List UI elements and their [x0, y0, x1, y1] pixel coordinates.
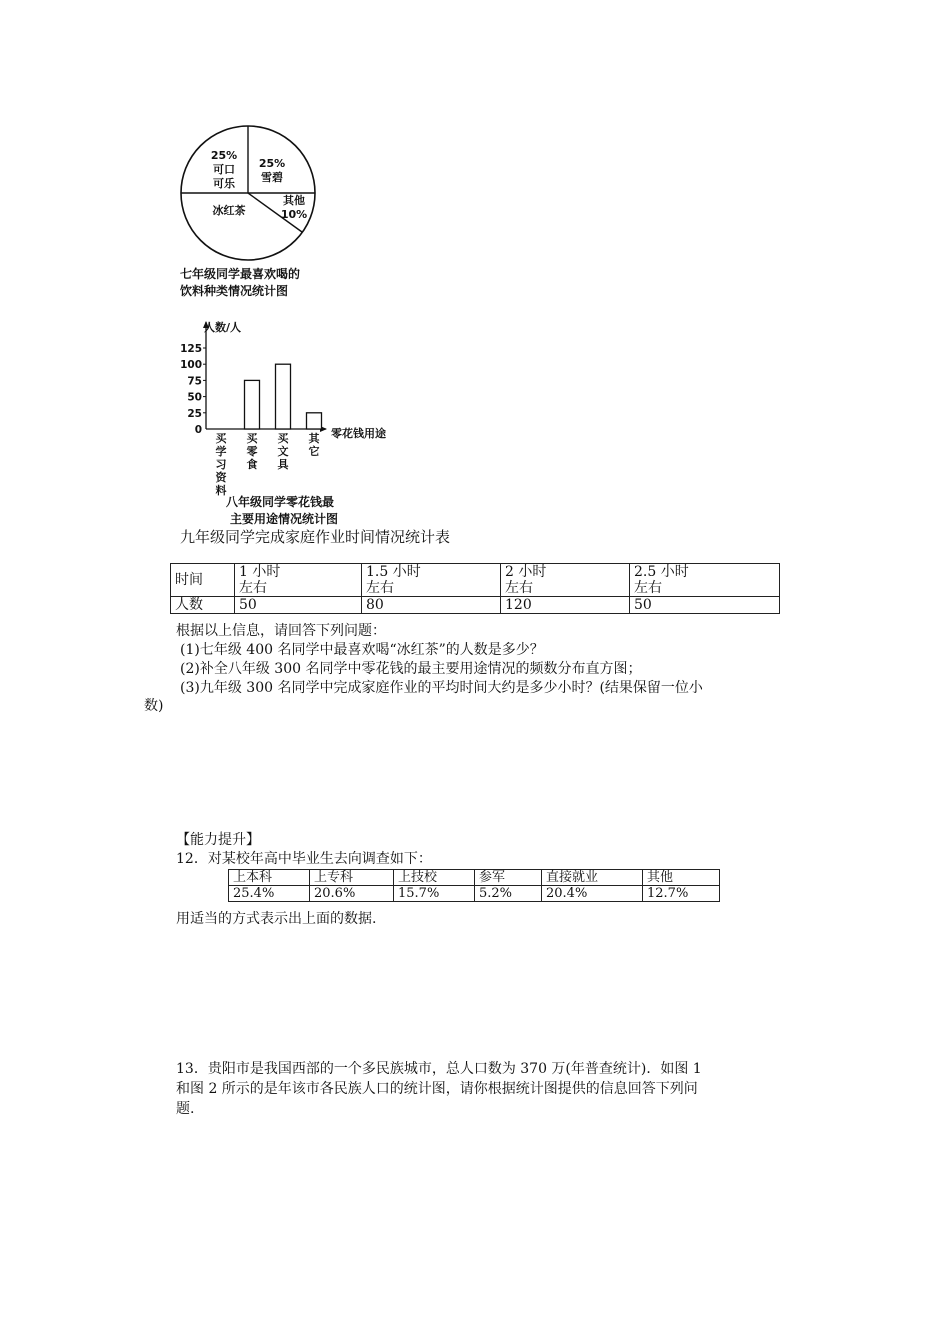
bar-y-tick-label: 25: [187, 407, 202, 420]
table-row: [229, 886, 720, 902]
table1-title: 九年级同学完成家庭作业时间情况统计表: [180, 528, 451, 546]
table-col-2: [362, 564, 501, 597]
bar-category-label: 资: [215, 471, 227, 484]
section-heading: 【能力提升】: [176, 832, 260, 848]
q11-part-3b: 数): [144, 698, 164, 714]
bar-category-label: 其: [308, 432, 320, 445]
cell-line: 1 小时: [239, 564, 281, 580]
bar-category-label: 具: [277, 458, 289, 471]
bar-y-axis-label: 人数/人: [204, 321, 242, 334]
q11-part-3a: (3)九年级 300 名同学中完成家庭作业的平均时间大约是多少小时？(结果保留一位小: [180, 680, 703, 696]
bar-category-label: 买: [277, 432, 289, 445]
table-head-cell: 上技校: [394, 870, 475, 886]
bar-y-tick-label: 0: [194, 424, 202, 436]
pie-label-sprite-name: 雪碧: [261, 171, 283, 184]
table-row: [171, 597, 780, 614]
bar-category-label: 文: [277, 445, 289, 458]
bar-chart: [176, 318, 416, 508]
pie-label-cola-l1: 可口: [213, 163, 235, 176]
table-head-cell: 上专科: [310, 870, 394, 886]
bar-category-label: 买: [246, 432, 258, 445]
q12-after: 用适当的方式表示出上面的数据.: [176, 911, 377, 927]
pie-label-other-pct: 10%: [280, 208, 308, 221]
pie-label-cola-l2: 可乐: [213, 177, 235, 190]
cell-line: 左右: [634, 580, 662, 596]
table-row-head: 人数: [171, 597, 235, 614]
q11-intro: 根据以上信息，请回答下列问题：: [176, 623, 386, 639]
table-head-cell: 参军: [475, 870, 542, 886]
cell-line: 1.5 小时: [366, 564, 421, 580]
q12-text: 12．对某校年高中毕业生去向调查如下：: [176, 851, 432, 867]
q11-part-2: (2)补全八年级 300 名同学中零花钱的最主要用途情况的频数分布直方图；: [180, 661, 642, 677]
bar-caption-line-2: 主要用途情况统计图: [230, 512, 339, 526]
pie-chart: [176, 124, 326, 264]
pie-label-cola-pct: 25%: [210, 149, 238, 162]
bar: [245, 380, 260, 429]
table-cell: 50: [235, 597, 362, 614]
bar-y-tick-label: 50: [187, 391, 202, 404]
bar-category-label: 食: [246, 458, 258, 471]
table-head-cell: 其他: [643, 870, 720, 886]
table-cell: 120: [501, 597, 630, 614]
bar-category-label: 它: [308, 445, 320, 458]
bar-category-label: 买: [215, 432, 227, 445]
bar-y-tick-label: 125: [180, 343, 202, 355]
pie-label-icetea: 冰红茶: [212, 204, 246, 217]
cell-line: 2.5 小时: [634, 564, 689, 580]
table-col-4: [630, 564, 780, 597]
table-cell: 20.6%: [310, 886, 394, 902]
bar: [276, 364, 291, 429]
table-head-cell: 直接就业: [542, 870, 643, 886]
pie-label-other-name: 其他: [283, 194, 305, 207]
cell-line: 左右: [239, 580, 267, 596]
bar-category-label: 学: [215, 445, 227, 458]
cell-line: 2 小时: [505, 564, 547, 580]
homework-time-table: [170, 563, 780, 614]
table-cell: 25.4%: [229, 886, 310, 902]
q13-line-3: 题.: [176, 1101, 195, 1117]
pie-caption-line-1: 七年级同学最喜欢喝的: [180, 267, 301, 281]
bar-category-label: 料: [215, 484, 227, 497]
q13-line-2: 和图 2 所示的是年该市各民族人口的统计图，请你根据统计图提供的信息回答下列问: [176, 1081, 698, 1097]
table-col-3: [501, 564, 630, 597]
bar-y-tick-label: 100: [180, 359, 202, 372]
table-row: [229, 870, 720, 886]
table-col-1: [235, 564, 362, 597]
table-cell: 12.7%: [643, 886, 720, 902]
graduate-destination-table: [228, 869, 720, 902]
table-cell: 20.4%: [542, 886, 643, 902]
bar-caption-line-1: 八年级同学零花钱最: [226, 495, 335, 509]
table-head-cell: 上本科: [229, 870, 310, 886]
q13-line-1: 13．贵阳市是我国西部的一个多民族城市，总人口数为 370 万(年普查统计)．如图 1: [176, 1061, 702, 1077]
table-cell: 5.2%: [475, 886, 542, 902]
pie-caption: [180, 266, 300, 300]
table-row: [171, 564, 780, 597]
bar: [307, 413, 322, 429]
table-cell: 80: [362, 597, 501, 614]
bar-category-label: 习: [215, 458, 227, 471]
bar-x-axis-label: 零花钱用途: [331, 427, 386, 440]
table-cell: 50: [630, 597, 780, 614]
q11-part-1: (1)七年级 400 名同学中最喜欢喝“冰红茶”的人数是多少？: [180, 642, 544, 658]
pie-caption-line-2: 饮料种类情况统计图: [180, 284, 289, 298]
bar-caption: [226, 494, 338, 528]
cell-line: 左右: [505, 580, 533, 596]
pie-label-sprite-pct: 25%: [258, 157, 286, 170]
table-head-cell: 时间: [171, 564, 235, 597]
bar-category-label: 零: [246, 445, 258, 458]
bar-y-tick-label: 75: [187, 375, 202, 388]
table-cell: 15.7%: [394, 886, 475, 902]
cell-line: 左右: [366, 580, 394, 596]
